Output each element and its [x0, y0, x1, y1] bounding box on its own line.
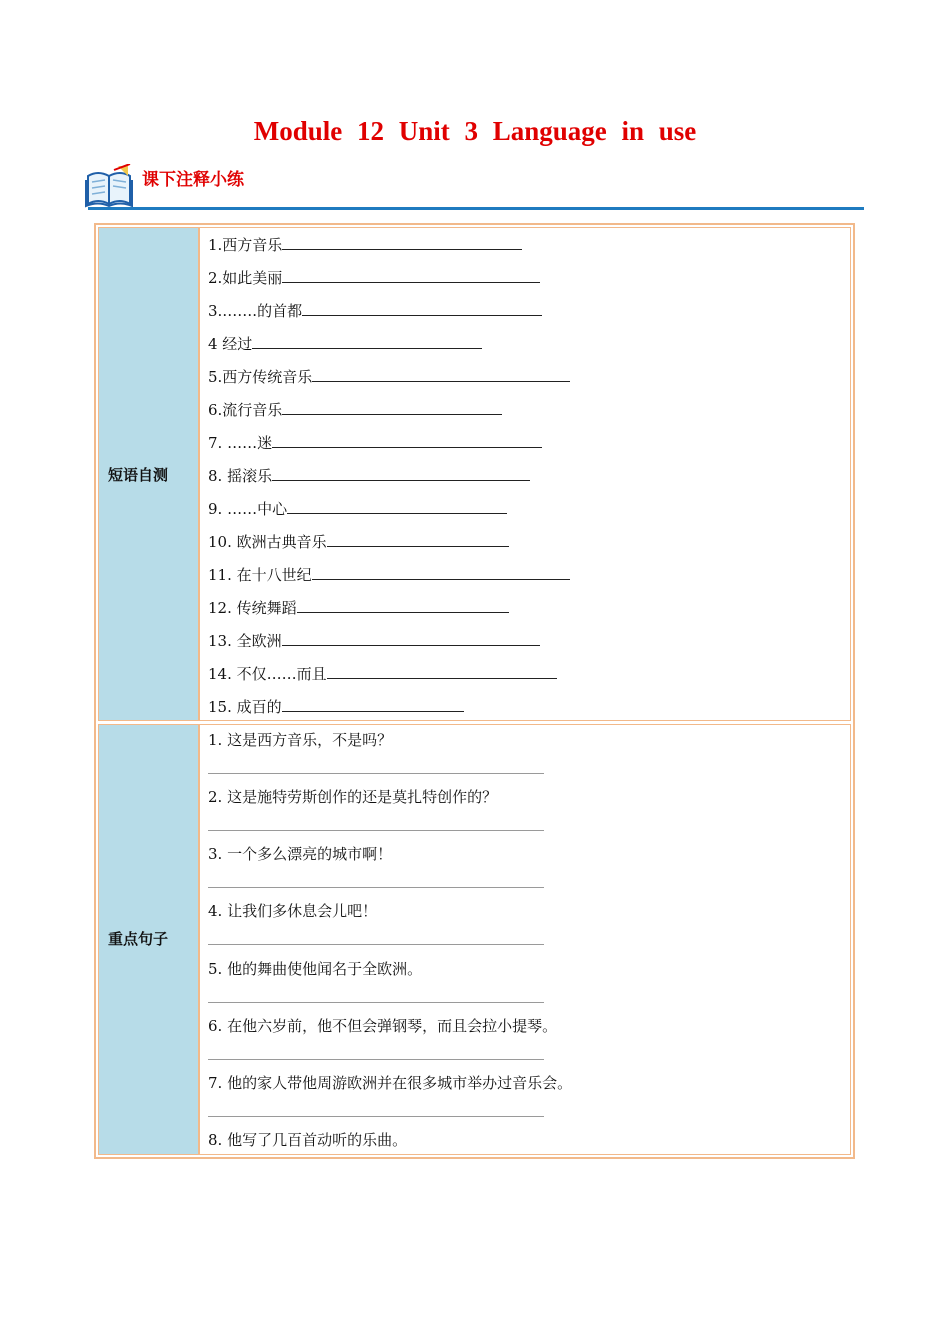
exercise-table — [94, 223, 855, 1159]
answer-blank[interactable] — [282, 631, 540, 646]
phrase-item: 8. 摇滚乐 — [208, 466, 530, 485]
sentence-item: 4. 让我们多休息会儿吧！ — [208, 902, 378, 920]
phrase-item: 14. 不仅……而且 — [208, 664, 557, 683]
answer-line[interactable] — [208, 887, 544, 888]
section-title: 课下注释小练 — [142, 170, 244, 190]
answer-blank[interactable] — [302, 301, 542, 316]
category-label: 重点句子 — [108, 930, 169, 948]
phrase-item: 1.西方音乐 — [208, 235, 522, 254]
category-cell — [99, 725, 200, 1154]
answer-line[interactable] — [208, 944, 544, 945]
phrase-item: 5.西方传统音乐 — [208, 367, 570, 386]
answer-blank[interactable] — [327, 532, 509, 547]
phrase-item: 15. 成百的 — [208, 697, 464, 716]
answer-blank[interactable] — [287, 499, 507, 514]
phrase-item: 4 经过 — [208, 334, 482, 353]
section-header — [84, 156, 864, 208]
answer-blank[interactable] — [282, 697, 464, 712]
phrase-row — [98, 227, 851, 721]
answer-blank[interactable] — [297, 598, 509, 613]
sentence-item: 2. 这是施特劳斯创作的还是莫扎特创作的？ — [208, 788, 498, 806]
sentence-item: 3. 一个多么漂亮的城市啊！ — [208, 845, 393, 863]
answer-blank[interactable] — [312, 565, 570, 580]
answer-blank[interactable] — [282, 235, 522, 250]
category-cell — [99, 228, 200, 720]
sentence-row — [98, 724, 851, 1155]
answer-blank[interactable] — [272, 466, 530, 481]
phrase-item: 3.…….的首都 — [208, 301, 542, 320]
answer-line[interactable] — [208, 1116, 544, 1117]
section-divider — [88, 207, 864, 210]
sentence-item: 5. 他的舞曲使他闻名于全欧洲。 — [208, 960, 423, 978]
category-label: 短语自测 — [108, 466, 169, 484]
answer-blank[interactable] — [252, 334, 482, 349]
phrase-item: 7. ……迷 — [208, 433, 542, 452]
phrase-item: 11. 在十八世纪 — [208, 565, 570, 584]
sentence-item: 8. 他写了几百首动听的乐曲。 — [208, 1131, 408, 1149]
answer-blank[interactable] — [282, 400, 502, 415]
page-title: Module 12 Unit 3 Language in use — [253, 116, 697, 146]
phrase-item: 6.流行音乐 — [208, 400, 502, 419]
sentence-item: 1. 这是西方音乐，不是吗？ — [208, 731, 393, 749]
answer-blank[interactable] — [312, 367, 570, 382]
sentence-item: 6. 在他六岁前，他不但会弹钢琴，而且会拉小提琴。 — [208, 1017, 558, 1035]
answer-blank[interactable] — [327, 664, 557, 679]
open-book-icon — [84, 164, 136, 208]
phrase-item: 12. 传统舞蹈 — [208, 598, 509, 617]
answer-line[interactable] — [208, 773, 544, 774]
answer-blank[interactable] — [282, 268, 540, 283]
phrase-item: 10. 欧洲古典音乐 — [208, 532, 509, 551]
answer-line[interactable] — [208, 1002, 544, 1003]
answer-line[interactable] — [208, 830, 544, 831]
sentence-item: 7. 他的家人带他周游欧洲并在很多城市举办过音乐会。 — [208, 1074, 573, 1092]
phrase-item: 13. 全欧洲 — [208, 631, 540, 650]
answer-blank[interactable] — [272, 433, 542, 448]
answer-line[interactable] — [208, 1059, 544, 1060]
phrase-item: 9. ……中心 — [208, 499, 507, 518]
phrase-item: 2.如此美丽 — [208, 268, 540, 287]
